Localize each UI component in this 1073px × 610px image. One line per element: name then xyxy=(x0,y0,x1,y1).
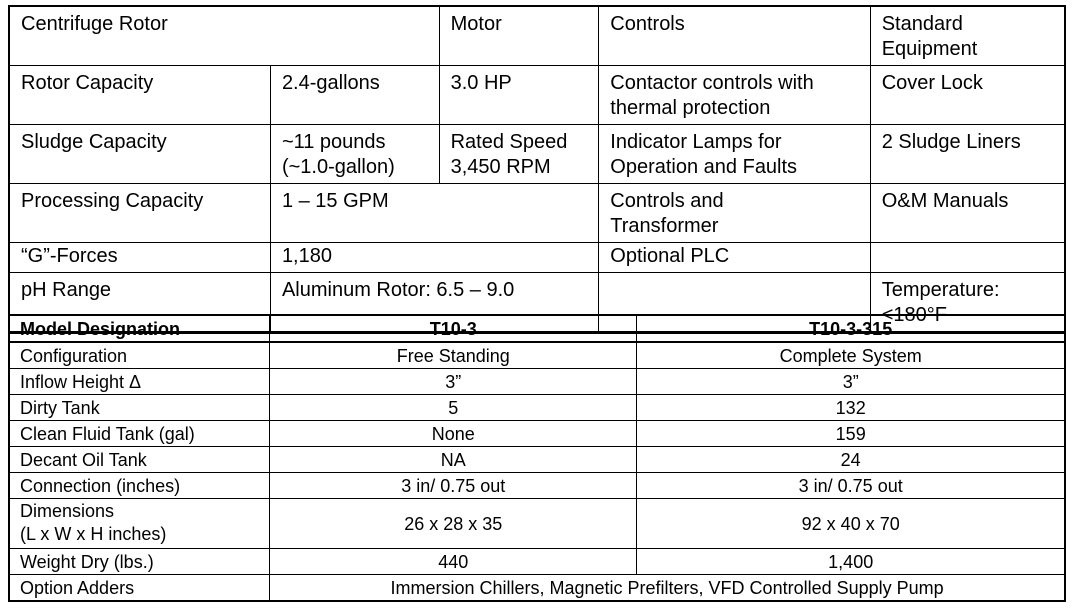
spec-header-row xyxy=(9,6,1065,66)
model-header-col1: T10-3 xyxy=(270,315,637,342)
row-label: Configuration xyxy=(9,342,270,369)
table-row xyxy=(9,549,1065,575)
row-value-col2: 3 in/ 0.75 out xyxy=(637,473,1065,499)
spec-motor: Rated Speed 3,450 RPM xyxy=(439,125,599,184)
spec-controls: Contactor controls with thermal protection xyxy=(599,66,870,125)
row-label: Option Adders xyxy=(9,575,270,602)
row-value-col2: 159 xyxy=(637,421,1065,447)
header-centrifuge-rotor: Centrifuge Rotor xyxy=(9,6,439,66)
model-header-label: Model Designation xyxy=(9,315,270,342)
row-value-col1: NA xyxy=(270,447,637,473)
row-label: Dirty Tank xyxy=(9,395,270,421)
spec-motor: 3.0 HP xyxy=(439,66,599,125)
row-label: Decant Oil Tank xyxy=(9,447,270,473)
spec-controls: Indicator Lamps for Operation and Faults xyxy=(599,125,870,184)
row-label: Weight Dry (lbs.) xyxy=(9,549,270,575)
row-value-col2: 1,400 xyxy=(637,549,1065,575)
row-value-col2: 92 x 40 x 70 xyxy=(637,499,1065,549)
row-label: Connection (inches) xyxy=(9,473,270,499)
spec-value: 2.4-gallons xyxy=(270,66,439,125)
spec-controls: Optional PLC xyxy=(599,243,870,273)
row-value-col2: 24 xyxy=(637,447,1065,473)
row-label: Inflow Height Δ xyxy=(9,369,270,395)
spec-equipment: Temperature: <180°F xyxy=(870,273,1065,333)
table-row xyxy=(9,473,1065,499)
spec-label: Rotor Capacity xyxy=(9,66,270,125)
spec-value: ~11 pounds (~1.0-gallon) xyxy=(270,125,439,184)
table-row xyxy=(9,369,1065,395)
table-row xyxy=(9,395,1065,421)
spec-value: 1 – 15 GPM xyxy=(270,184,598,243)
spec-equipment: O&M Manuals xyxy=(870,184,1065,243)
table-row xyxy=(9,499,1065,549)
row-value-col1: 26 x 28 x 35 xyxy=(270,499,637,549)
row-label: Dimensions (L x W x H inches) xyxy=(9,499,270,549)
spec-row-processing-capacity xyxy=(9,184,1065,243)
row-value-col1: 3” xyxy=(270,369,637,395)
row-value-col1: Free Standing xyxy=(270,342,637,369)
row-value-col1: 440 xyxy=(270,549,637,575)
centrifuge-spec-table xyxy=(8,5,1066,334)
spec-value: Aluminum Rotor: 6.5 – 9.0 xyxy=(270,273,598,333)
spec-equipment xyxy=(870,243,1065,273)
model-designation-table xyxy=(8,314,1066,602)
row-value-col2: 132 xyxy=(637,395,1065,421)
option-adders-value: Immersion Chillers, Magnetic Prefilters, VFD Controlled Supply Pump xyxy=(270,575,1065,602)
spec-label: “G”-Forces xyxy=(9,243,270,273)
row-value-col1: None xyxy=(270,421,637,447)
spec-label: Sludge Capacity xyxy=(9,125,270,184)
spec-value: 1,180 xyxy=(270,243,598,273)
header-standard-equipment: Standard Equipment xyxy=(870,6,1065,66)
model-header-row xyxy=(9,315,1065,342)
spec-row-rotor-capacity xyxy=(9,66,1065,125)
spec-row-g-forces xyxy=(9,243,1065,273)
spec-equipment: 2 Sludge Liners xyxy=(870,125,1065,184)
spec-controls: Controls and Transformer xyxy=(599,184,870,243)
row-value-col2: Complete System xyxy=(637,342,1065,369)
spec-label: Processing Capacity xyxy=(9,184,270,243)
table-row xyxy=(9,421,1065,447)
row-label: Clean Fluid Tank (gal) xyxy=(9,421,270,447)
spec-label: pH Range xyxy=(9,273,270,333)
row-value-col1: 3 in/ 0.75 out xyxy=(270,473,637,499)
header-controls: Controls xyxy=(599,6,870,66)
spec-row-sludge-capacity xyxy=(9,125,1065,184)
row-value-col2: 3” xyxy=(637,369,1065,395)
table-row xyxy=(9,447,1065,473)
spec-equipment: Cover Lock xyxy=(870,66,1065,125)
option-adders-row xyxy=(9,575,1065,602)
header-motor: Motor xyxy=(439,6,599,66)
table-row xyxy=(9,342,1065,369)
model-header-col2: T10-3-315 xyxy=(637,315,1065,342)
row-value-col1: 5 xyxy=(270,395,637,421)
